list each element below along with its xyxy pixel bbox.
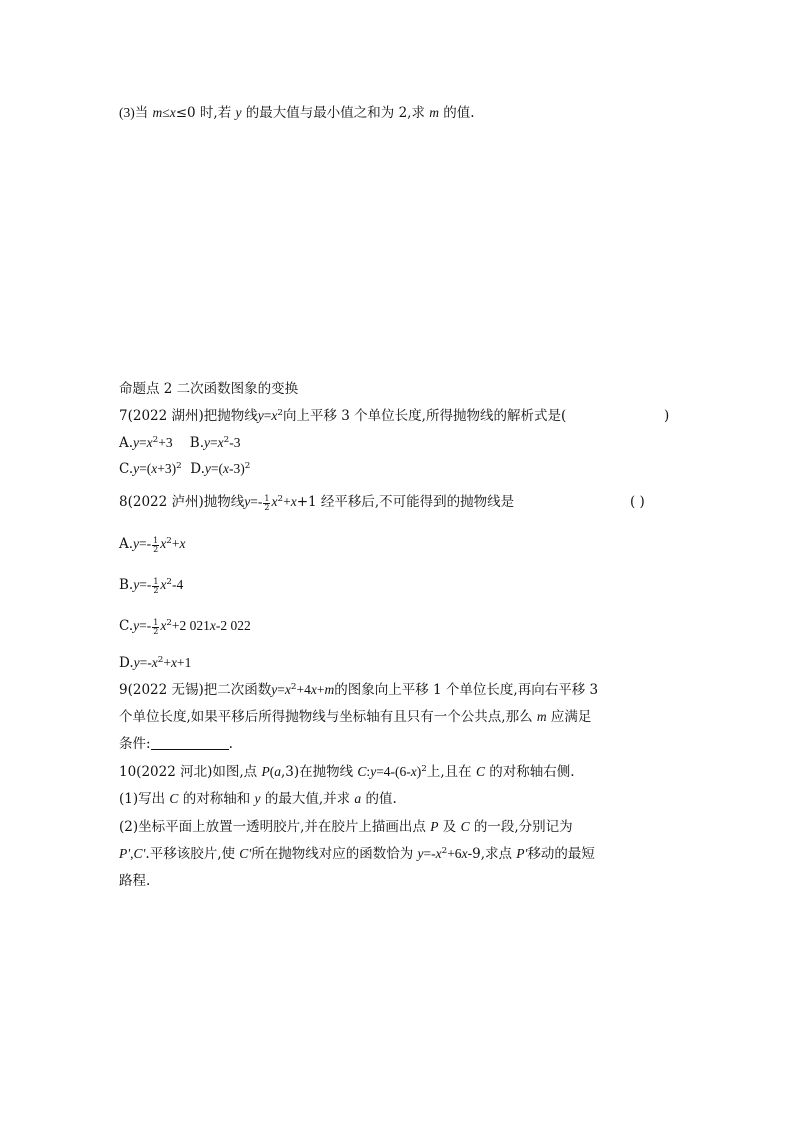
section-heading: 命题点 2 二次函数图象的变换: [119, 381, 299, 397]
q7-options-cd: [119, 459, 250, 479]
q10-part1: (1)写出 C 的对称轴和 y 的最大值,并求 a 的值.: [119, 791, 397, 807]
q10-part2-line2: P',C'.平移该胶片,使 C'所在抛物线对应的函数恰为 $y=-x^2+6x-9$,求点 P'移动的最短: [119, 846, 595, 862]
q7-option-b: $B.y=x^2-3$: [189, 435, 241, 451]
q8-stem: 8(2022 泸州)抛物线y=- $\frac{1}{2}$ $x^2+x+1$ 经平移后,不可能得到的抛物线是: [119, 493, 515, 512]
q8-fraction: $\frac{1}{2}$: [264, 493, 270, 512]
q8-option-c: C.y=- $\frac{1}{2}$ $x^2+2$ 021x-2 022: [119, 617, 251, 636]
q7-option-c: $C.y=(x+3)^2$: [119, 461, 182, 477]
q9-line2: 个单位长度,如果平移后所得抛物线与坐标轴有且只有一个公共点,那么 m 应满足: [119, 709, 592, 725]
q8-option-a: A.y=- $\frac{1}{2}$ $x^2+x$: [119, 535, 186, 554]
q9-line1: 9(2022 无锡)把二次函数$y=x^2+4x+m$的图象向上平移 1 个单位长度,再向右平移 3: [119, 682, 599, 698]
q7-options-ab: [119, 433, 240, 453]
q9-answer-blank[interactable]: [151, 735, 229, 750]
q8-option-b: B.y=- $\frac{1}{2}$ $x^2-4$: [119, 576, 184, 595]
q7-stem: 7(2022 湖州)把抛物线$y=x^2$向上平移 3 个单位长度,所得抛物线的解析式是(: [119, 408, 567, 424]
q6-part3-line: (3)当 m≤x≤0 时,若 y 的最大值与最小值之和为 2,求 m 的值.: [119, 105, 475, 121]
q10-part2-line1: (2)坐标平面上放置一透明胶片,并在胶片上描画出点 P 及 C 的一段,分别记为: [119, 819, 573, 835]
q8-answer-paren: ( ): [630, 494, 645, 510]
q10-stem: 10(2022 河北)如图,点 P(a,3)在抛物线 $C:y=4-(6-x)^2$上,且在 C 的对称轴右侧.: [119, 764, 575, 780]
q7-option-a: $A.y=x^2+3$: [119, 435, 173, 451]
q7-option-d: $D.y=(x-3)^2$: [190, 461, 251, 477]
q10-part2-line3: 路程.: [119, 873, 151, 889]
q7-answer-paren-close: ): [664, 408, 670, 424]
q8-option-d: $D.y=-x^2+x+1$: [119, 655, 192, 671]
q9-line3: 条件: .: [119, 736, 233, 752]
